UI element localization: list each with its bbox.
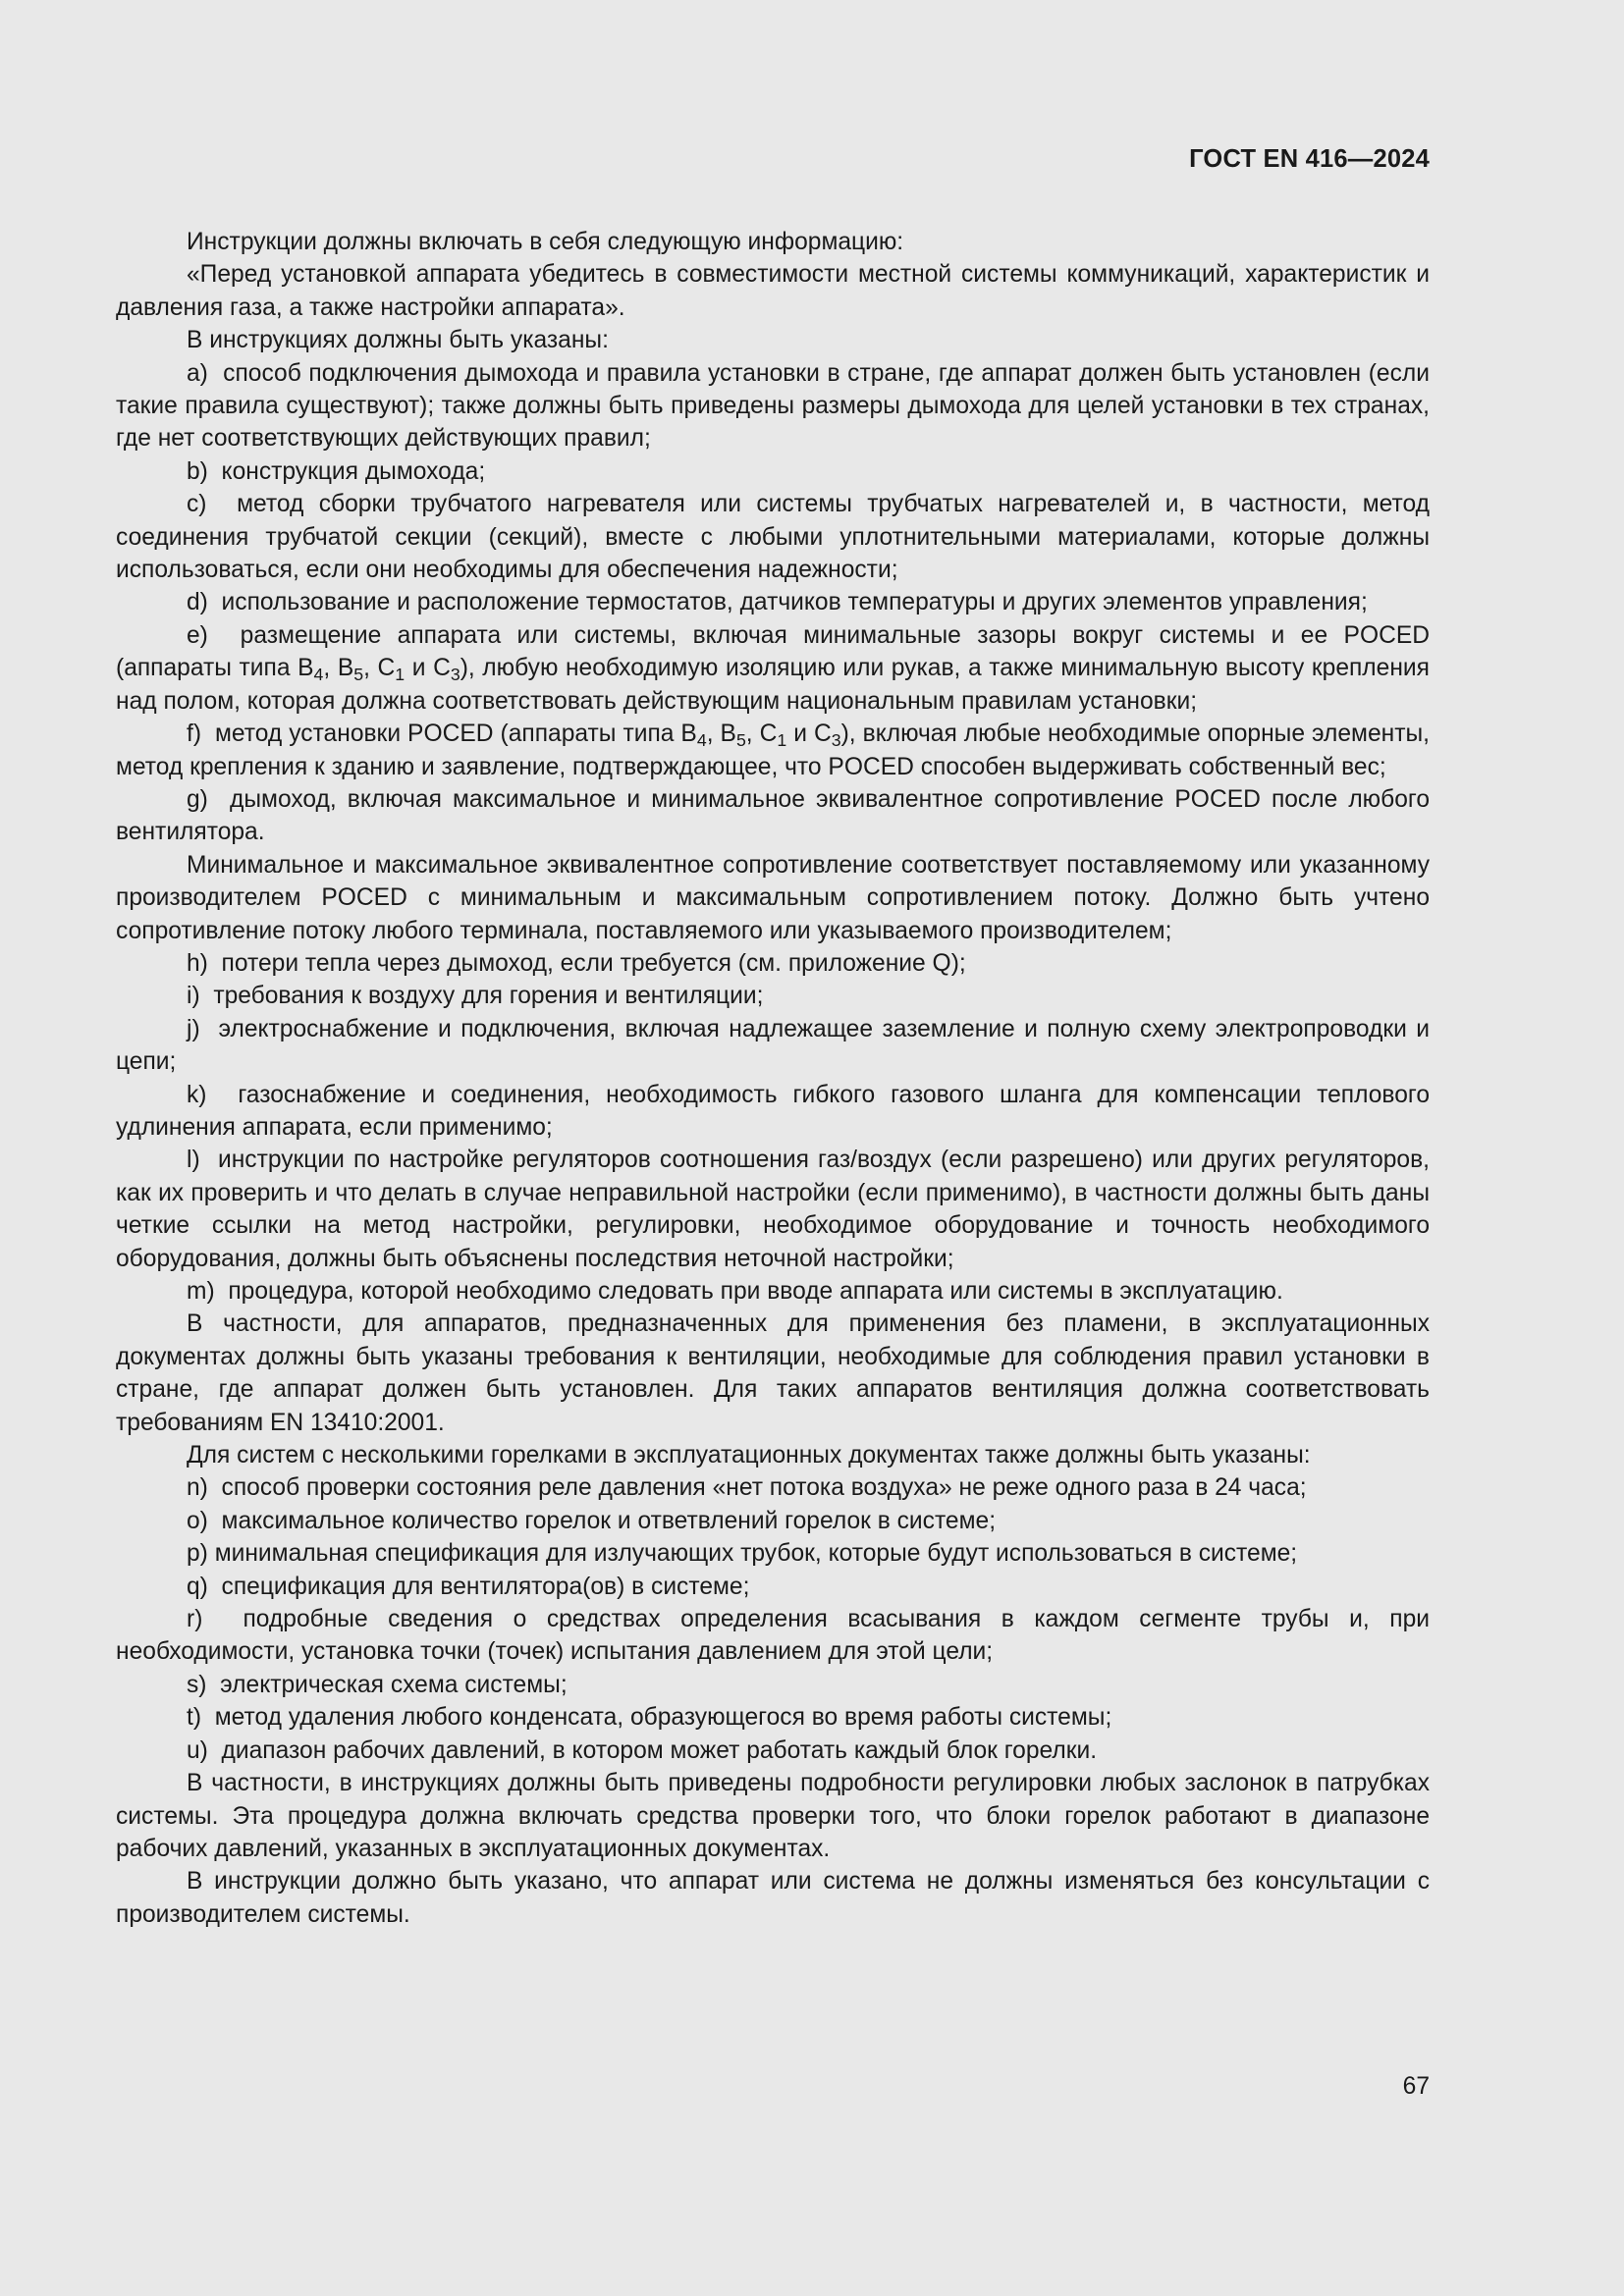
paragraph: q) спецификация для вентилятора(ов) в системе; [187, 1573, 750, 1600]
paragraph: Инструкции должны включать в себя следующую информацию: [187, 229, 904, 255]
subscript: 1 [395, 665, 406, 685]
text-run: , C [745, 721, 778, 748]
subscript: 5 [735, 730, 746, 751]
paragraph: d) использование и расположение термостатов, датчиков температуры и других элементов управления; [187, 589, 1368, 616]
text-run: , B [706, 721, 736, 748]
text-run: f) метод установки POCED (аппараты типа B [187, 721, 697, 748]
paragraph: r) подробные сведения о средствах определения всасывания в каждом сегменте трубы и, при необходимости, установка точки (точек) испытания давлением для этой цели; [116, 1606, 1430, 1666]
paragraph: n) способ проверки состояния реле давления «нет потока воздуха» не реже одного раза в 24 часа; [187, 1474, 1307, 1502]
paragraph: i) требования к воздуху для горения и вентиляции; [187, 983, 764, 1010]
paragraph: Минимальное и максимальное эквивалентное сопротивление соответствует поставляемому или указанному производителем POCED с минимальным и максимальным сопротивлением потоку. Должно быть учтено сопротивление потоку любого терминала, поставляемого или указываемого производителем; [116, 851, 1430, 944]
text-run: e) размещение аппарата или системы, включая минимальные зазоры вокруг системы и ее POCED (аппараты типа B [116, 621, 1430, 682]
text-run: и C [405, 655, 451, 682]
paragraph: a) способ подключения дымохода и правила установки в стране, где аппарат должен быть установлен (если такие правила существуют); также должны быть приведены размеры дымохода для целей установки в тех странах, где нет соответствующих действующих правил; [116, 359, 1430, 453]
paragraph: s) электрическая схема системы; [187, 1671, 568, 1698]
paragraph: Для систем с несколькими горелками в эксплуатационных документах также должны быть указаны: [187, 1442, 1311, 1469]
paragraph [116, 619, 1430, 718]
paragraph: b) конструкция дымохода; [187, 457, 486, 485]
paragraph: В частности, для аппаратов, предназначенных для применения без пламени, в эксплуатационных документах должны быть указаны требования к вентиляции, необходимые для соблюдения правил установки в стране, где аппарат должен быть установлен. Для таких аппаратов вентиляция должна соответствовать требованиям EN 13410:2001. [116, 1310, 1430, 1436]
paragraph: «Перед установкой аппарата убедитесь в совместимости местной системы коммуникаций, характеристик и давления газа, а также настройки аппарата». [116, 261, 1430, 321]
paragraph: k) газоснабжение и соединения, необходимость гибкого газового шланга для компенсации теплового удлинения аппарата, если применимо; [116, 1081, 1430, 1141]
text-run: ), включая любые необходимые опорные элементы, метод крепления к зданию и заявление, подтверждающее, что POCED способен выдерживать собственный вес; [116, 721, 1430, 780]
text-run: , C [363, 655, 396, 682]
paragraph: В инструкции должно быть указано, что аппарат или система не должны изменяться без консультации с производителем системы. [116, 1868, 1430, 1928]
subscript: 3 [450, 665, 460, 685]
subscript: 5 [353, 665, 364, 685]
paragraph: В частности, в инструкциях должны быть приведены подробности регулировки любых заслонок в патрубках системы. Эта процедура должна включать средства проверки того, что блоки горелок работают в диапазоне рабочих давлений, указанных в эксплуатационных документах. [116, 1770, 1430, 1862]
paragraph: g) дымоход, включая максимальное и минимальное эквивалентное сопротивление POCED после любого вентилятора. [116, 785, 1430, 846]
subscript: 4 [696, 730, 707, 751]
paragraph: u) диапазон рабочих давлений, в котором может работать каждый блок горелки. [187, 1736, 1098, 1764]
paragraph: p) минимальная спецификация для излучающих трубок, которые будут использоваться в системе; [187, 1540, 1298, 1568]
paragraph: j) электроснабжение и подключения, включая надлежащее заземление и полную схему электропроводки и цепи; [116, 1015, 1430, 1076]
document-body [116, 226, 1430, 1931]
document-header: ГОСТ EN 416—2024 [1189, 145, 1430, 173]
paragraph: l) инструкции по настройке регуляторов соотношения газ/воздух (если разрешено) или других регуляторов, как их проверить и что делать в случае неправильной настройки (если применимо), в частности должны быть даны четкие ссылки на метод настройки, регулировки, необходимое оборудование и точность необходимого оборудования, должны быть объяснены последствия неточной настройки; [116, 1147, 1430, 1272]
paragraph: c) метод сборки трубчатого нагревателя или системы трубчатых нагревателей и, в частности, метод соединения трубчатой секции (секций), вместе с любыми уплотнительными материалами, которые должны использоваться, если они необходимы для обеспечения надежности; [116, 491, 1430, 584]
subscript: 1 [777, 730, 787, 751]
page-number: 67 [1402, 2073, 1430, 2100]
paragraph [116, 718, 1430, 783]
subscript: 4 [313, 665, 324, 685]
text-run: ), любую необходимую изоляцию или рукав, а также минимальную высоту крепления над полом, которая должна соответствовать действующим национальным правилам установки; [116, 655, 1430, 715]
paragraph: t) метод удаления любого конденсата, образующегося во время работы системы; [187, 1704, 1112, 1732]
paragraph: h) потери тепла через дымоход, если требуется (см. приложение Q); [187, 949, 966, 977]
paragraph: m) процедура, которой необходимо следовать при вводе аппарата или системы в эксплуатацию. [187, 1278, 1283, 1305]
text-run: , B [323, 655, 354, 682]
paragraph: В инструкциях должны быть указаны: [187, 327, 609, 354]
paragraph: o) максимальное количество горелок и ответвлений горелок в системе; [187, 1507, 997, 1534]
text-run: и C [786, 721, 832, 748]
subscript: 3 [831, 730, 841, 751]
